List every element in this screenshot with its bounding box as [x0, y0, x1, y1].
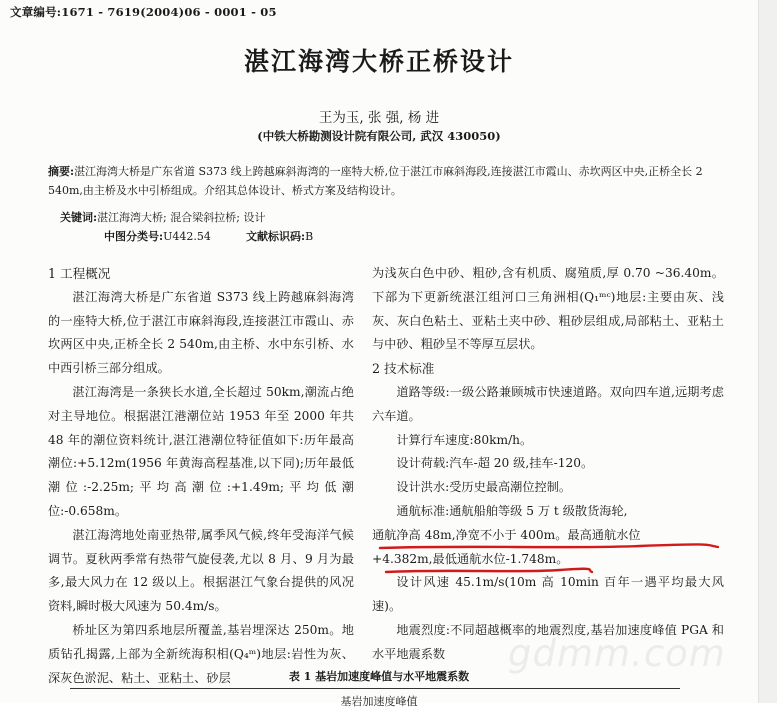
section-2-heading: 2 技术标准 [372, 361, 435, 377]
table-top-rule [70, 688, 680, 689]
keywords-text: 湛江海湾大桥; 混合梁斜拉桥; 设计 [97, 211, 266, 224]
keywords [60, 208, 265, 227]
left-column [48, 262, 354, 690]
section-1-para-2: 湛江海湾是一条狭长水道,全长超过 50km,潮流占绝对主导地位。根据湛江港潮位站 1953 年至 2000 年共 48 年的潮位资料统计,湛江港潮位特征值如下:历年最高潮位:+5.12m(1956 年黄海高程基准,以下同);历年最低潮位:-2.25m;平均高潮位:+1.49m;平均低潮位:-0.658m。 [48, 384, 354, 518]
std-navigation-line-b: 通航净高 48m,净宽不小于 400m。最高通航水位 [372, 527, 641, 542]
paper-affiliation: (中铁大桥勘测设计院有限公司, 武汉 430050) [257, 129, 501, 143]
abstract-text: 湛江海湾大桥是广东省道 S373 线上跨越麻斜海湾的一座特大桥,位于湛江市麻斜海段,连接湛江市霞山、赤坎两区中央,正桥全长 2 540m,由主桥及水中引桥组成。介绍其总体设计、桥式方案及结构设计。 [48, 165, 703, 197]
std-navigation-a: 通航标准:通航船舶等级 5 万 t 级散货海轮, [396, 503, 628, 518]
classification-value: U442.54 [163, 230, 211, 243]
std-road: 道路等级:一级公路兼顾城市快速道路。双向四车道,远期考虑六车道。 [372, 384, 724, 423]
right-column [372, 262, 724, 667]
watermark: gdmm.com [508, 632, 726, 675]
article-number: 文章编号:1671 - 7619(2004)06 - 0001 - 05 [10, 5, 277, 19]
document-code-value: B [305, 230, 314, 243]
std-seismic: 地震烈度:不同超越概率的地震烈度,基岩加速度峰值 PGA 和水平地震系数 [372, 622, 724, 661]
document-code [246, 227, 313, 246]
abstract [48, 162, 728, 200]
table-caption: 表 1 基岩加速度峰值与水平地震系数 [288, 670, 470, 683]
classification [104, 227, 211, 246]
std-speed: 计算行车速度:80km/h。 [396, 432, 533, 447]
section-1-para-3: 湛江海湾地处南亚热带,属季风气候,终年受海洋气候调节。夏秋两季常有热带气旋侵袭,尤以 8 月、9 月为最多,最大风力在 12 级以上。根据湛江气象台提供的风况资料,瞬时极大风速为 50.4m/s。 [48, 527, 354, 614]
std-load: 设计荷载:汽车-超 20 级,挂车-120。 [396, 456, 594, 471]
page-edge [758, 0, 777, 703]
std-flood: 设计洪水:受历史最高潮位控制。 [396, 480, 572, 495]
std-navigation [372, 500, 724, 524]
section-1-para-1: 湛江海湾大桥是广东省道 S373 线上跨越麻斜海湾的一座特大桥,位于湛江市麻斜海段,连接湛江市霞山、赤坎两区中央,正桥全长 2 540m,由主桥、水中东引桥、水中西引桥三部分组成。 [48, 289, 354, 376]
section-1-para-4: 桥址区为第四系地层所覆盖,基岩埋深达 250m。地质钻孔揭露,上部为全新统海积相(Q₄ᵐ)地层:岩性为灰、深灰色淤泥、粘土、亚粘土、砂层 [48, 622, 354, 685]
abstract-label: 摘要: [48, 165, 75, 178]
std-navigation-line-c: +4.382m,最低通航水位-1.748m。 [372, 551, 569, 566]
paper-title: 湛江海湾大桥正桥设计 [243, 47, 514, 76]
document-code-label: 文献标识码: [246, 230, 306, 243]
classification-label: 中图分类号: [104, 230, 164, 243]
table-header-cell: 基岩加速度峰值 [340, 695, 418, 708]
std-wind: 设计风速 45.1m/s(10m 高 10min 百年一遇平均最大风速)。 [372, 575, 724, 614]
section-1-para-4-cont: 为浅灰白色中砂、粗砂,含有机质、腐殖质,厚 0.70 ~36.40m。下部为下更新统湛江组河口三角洲相(Q₁ᵐᶜ)地层:主要由灰、浅灰、灰白色粘土、亚粘土夹中砂、粗砂层组成,局部粘土、亚粘土与中砂、粗砂呈不等厚互层状。 [372, 266, 724, 352]
section-1-heading: 1 工程概况 [48, 266, 111, 281]
paper-authors: 王为玉, 张 强, 杨 进 [318, 110, 440, 126]
keywords-label: 关键词: [60, 211, 98, 224]
